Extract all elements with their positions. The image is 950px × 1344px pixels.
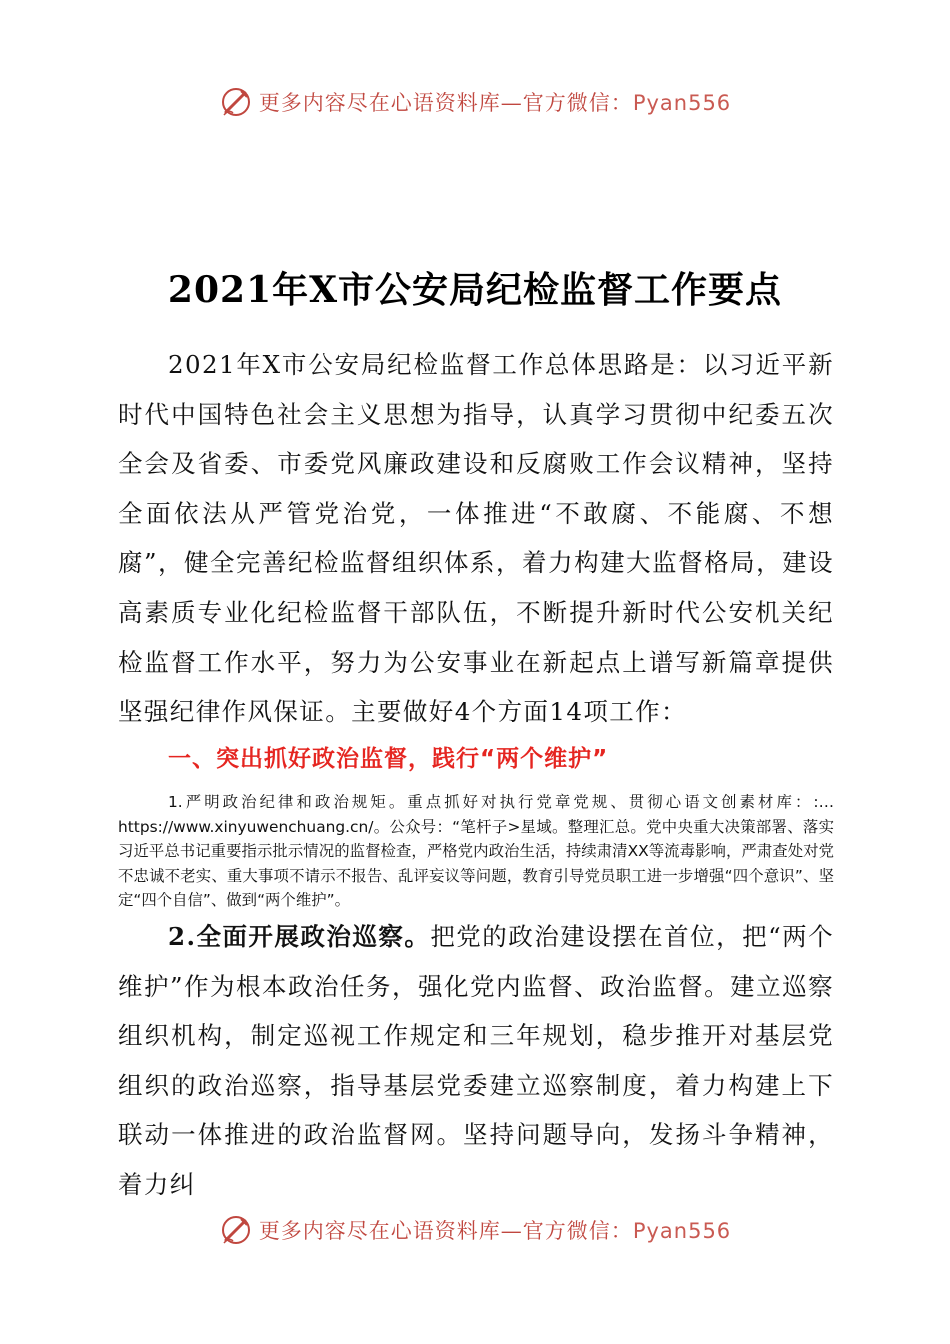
item-2-paragraph: [118, 912, 834, 1210]
watermark-text: 更多内容尽在心语资料库—官方微信：Pyan556: [258, 1219, 732, 1243]
pen-logo-icon: [219, 85, 253, 119]
watermark-header: [0, 82, 950, 122]
intro-paragraph: 2021年X市公安局纪检监督工作总体思路是：以习近平新时代中国特色社会主义思想为指导，认真学习贯彻中纪委五次全会及省委、市委党风廉政建设和反腐败工作会议精神，坚持全面依法从严管党治党，一体推进“不敢腐、不能腐、不想腐”，健全完善纪检监督组织体系，着力构建大监督格局，建设高素质专业化纪检监督干部队伍，不断提升新时代公安机关纪检监督工作水平，努力为公安事业在新起点上谱写新篇章提供坚强纪律作风保证。主要做好4个方面14项工作：: [118, 350, 834, 727]
pen-logo-icon: [219, 1213, 253, 1247]
item-2-body: 把党的政治建设摆在首位，把“两个维护”作为根本政治任务，强化党内监督、政治监督。建立巡察组织机构，制定巡视工作规定和三年规划，稳步推开对基层党组织的政治巡察，指导基层党委建立巡察制度，着力构建上下联动一体推进的政治监督网。坚持问题导向，发扬斗争精神，着力纠: [118, 922, 834, 1199]
section-heading-1: 一、突出抓好政治监督，践行“两个维护”: [168, 746, 609, 772]
watermark-footer: [0, 1210, 950, 1250]
wechat-id: Pyan556: [632, 1219, 732, 1243]
item-1-text: 1.严明政治纪律和政治规矩。重点抓好对执行党章党规、贯彻心语文创素材库：:… https://www.xinyuwenchuang.cn/。公众号：“笔杆子>星域。整理汇总。党中央重大决策部署、落实习近平总书记重要指示批示情况的监督检查，严格党内政治生活，持续肃清XX等流毒影响，严肃查处对党不忠诚不老实、重大事项不请示不报告、乱评妄议等问题，教育引导党员职工进一步增强“四个意识”、坚定“四个自信”、做到“两个维护”。: [118, 793, 834, 910]
item-1-paragraph: [118, 790, 834, 913]
watermark-text: 更多内容尽在心语资料库—官方微信：Pyan556: [258, 91, 732, 115]
wechat-id: Pyan556: [632, 91, 732, 115]
item-2-label: 2.全面开展政治巡察。: [168, 922, 431, 951]
document-title: 2021年X市公安局纪检监督工作要点: [167, 269, 783, 311]
